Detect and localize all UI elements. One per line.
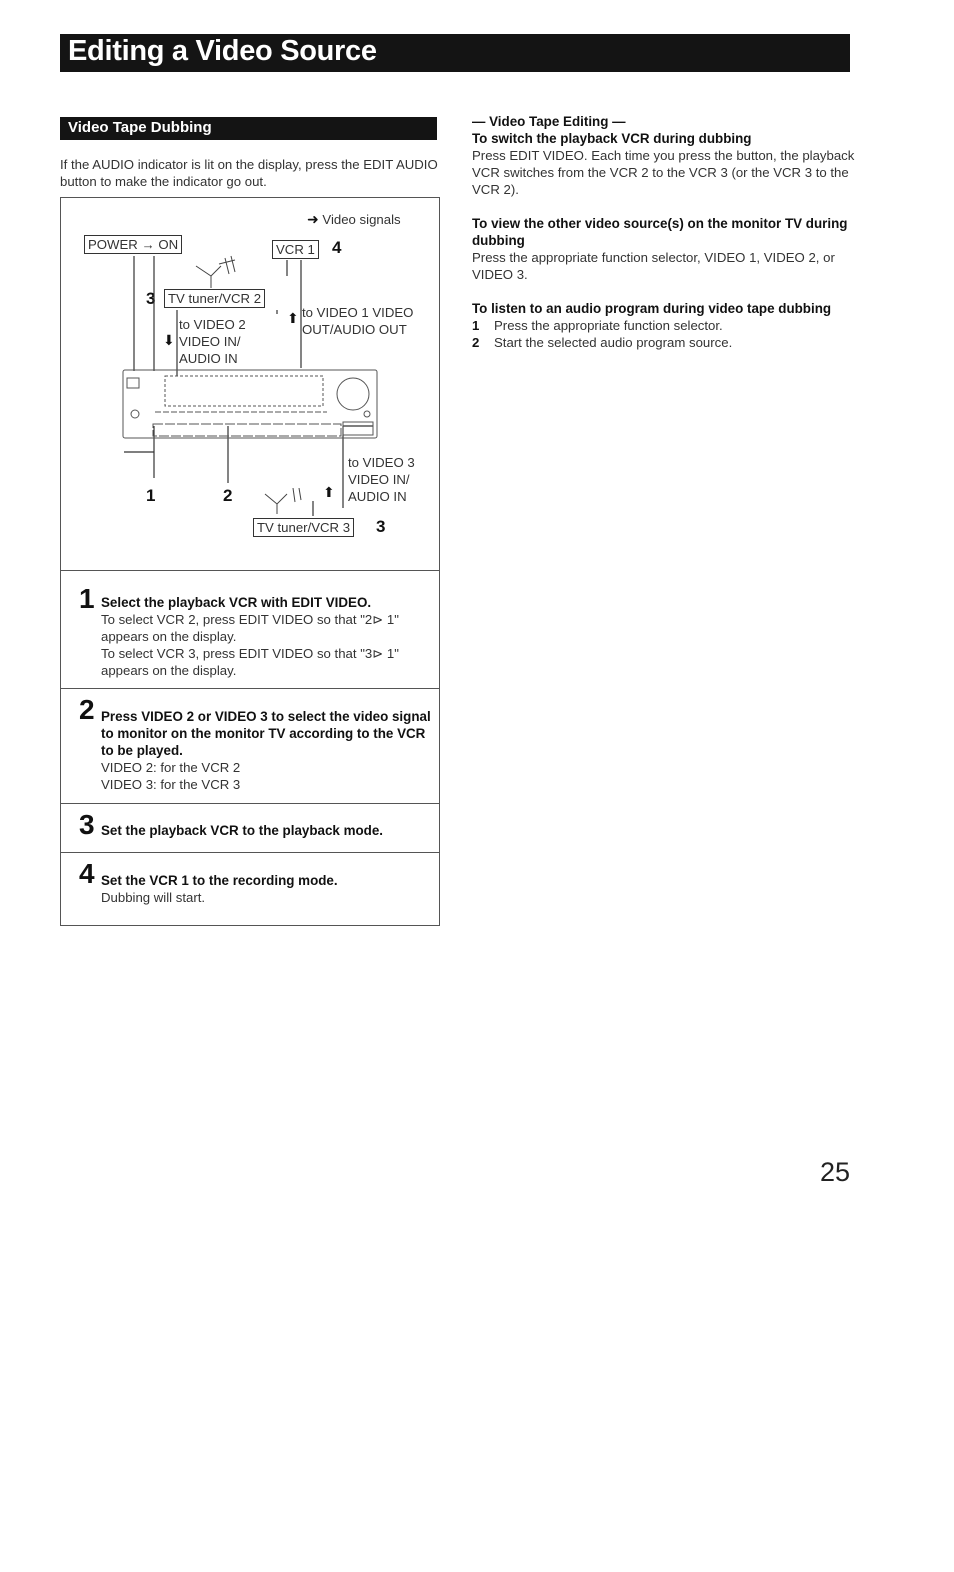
right-column bbox=[472, 113, 857, 368]
section-title: Video Tape Dubbing bbox=[68, 119, 212, 136]
to-video1-line2: OUT/AUDIO OUT bbox=[302, 322, 407, 337]
tip-heading: To switch the playback VCR during dubbing bbox=[472, 131, 752, 146]
tip-switch-playback bbox=[472, 130, 857, 198]
callout-2: 2 bbox=[223, 486, 233, 505]
to-video3-label bbox=[348, 454, 415, 505]
tip-text: Press EDIT VIDEO. Each time you press the button, the playback VCR switches from the VCR 2 to the VCR 3 (or the VCR 3 to the VCR 2). bbox=[472, 148, 855, 197]
arrow-up-icon: ⬆ bbox=[323, 484, 335, 500]
step-number: 1 bbox=[79, 583, 95, 614]
step-number: 3 bbox=[79, 809, 95, 840]
tip-listen-audio bbox=[472, 300, 857, 351]
list-item bbox=[472, 317, 857, 334]
list-item bbox=[472, 334, 857, 351]
step-number: 4 bbox=[79, 858, 95, 889]
tv-vcr2-label: TV tuner/VCR 2 bbox=[164, 289, 265, 308]
legend-label: Video signals bbox=[322, 212, 401, 227]
page-number: 25 bbox=[820, 1157, 851, 1187]
antenna-icon bbox=[261, 488, 317, 514]
step-line: To select VCR 3, press EDIT VIDEO so that "3⊳ 1" bbox=[101, 646, 399, 661]
list-item-text: Press the appropriate function selector. bbox=[494, 318, 723, 333]
tip-text: Press the appropriate function selector, VIDEO 1, VIDEO 2, or VIDEO 3. bbox=[472, 250, 835, 282]
to-video2-label bbox=[179, 316, 246, 367]
to-video3-line1: to VIDEO 3 bbox=[348, 455, 415, 470]
step-line: appears on the display. bbox=[101, 663, 237, 678]
vcr1-step-number: 4 bbox=[332, 238, 342, 257]
step-line: VIDEO 3: for the VCR 3 bbox=[101, 777, 241, 792]
to-video3-line3: AUDIO IN bbox=[348, 489, 407, 504]
step-3 bbox=[61, 803, 439, 852]
intro-paragraph: If the AUDIO indicator is lit on the display, press the EDIT AUDIO button to make the indicator go out. bbox=[60, 157, 438, 189]
tip-steps-list bbox=[472, 317, 857, 351]
section-heading-bar bbox=[60, 117, 437, 140]
arrow-up-icon: ⬆ bbox=[287, 310, 299, 326]
step-title: Set the playback VCR to the playback mode. bbox=[101, 823, 384, 838]
to-video2-line1: to VIDEO 2 bbox=[179, 317, 246, 332]
arrow-down-icon: ⬇ bbox=[163, 332, 175, 348]
list-item-number: 2 bbox=[472, 335, 480, 350]
tip-heading: To view the other video source(s) on the monitor TV during dubbing bbox=[472, 216, 848, 248]
step-line: VIDEO 2: for the VCR 2 bbox=[101, 760, 241, 775]
vcr1-label: VCR 1 bbox=[272, 240, 319, 259]
to-video2-line3: AUDIO IN bbox=[179, 351, 238, 366]
to-video3-line2: VIDEO IN/ bbox=[348, 472, 410, 487]
tv-vcr3-step-number: 3 bbox=[376, 517, 386, 536]
step-number: 2 bbox=[79, 694, 95, 725]
step-1 bbox=[61, 571, 439, 688]
connection-diagram bbox=[60, 197, 440, 571]
tv-vcr2-step-number: 3 bbox=[146, 289, 156, 308]
arrow-right-icon: ➜ bbox=[307, 211, 319, 227]
step-line: To select VCR 2, press EDIT VIDEO so that "2⊳ 1" bbox=[101, 612, 399, 627]
step-title: Set the VCR 1 to the recording mode. bbox=[101, 873, 338, 888]
page-title: Editing a Video Source bbox=[68, 35, 377, 67]
callout-1: 1 bbox=[146, 486, 156, 505]
tip-heading: To listen to an audio program during video tape dubbing bbox=[472, 301, 832, 316]
to-video1-line1: to VIDEO 1 VIDEO bbox=[302, 305, 414, 320]
to-video1-label bbox=[302, 304, 413, 338]
list-item-number: 1 bbox=[472, 318, 480, 333]
steps-box bbox=[60, 570, 440, 926]
step-2 bbox=[61, 688, 439, 803]
step-line: appears on the display. bbox=[101, 629, 237, 644]
step-title: Press VIDEO 2 or VIDEO 3 to select the video signal to monitor on the monitor TV according to the VCR to be played. bbox=[101, 709, 431, 758]
to-video2-line2: VIDEO IN/ bbox=[179, 334, 241, 349]
page-title-bar bbox=[60, 34, 850, 72]
step-line: Dubbing will start. bbox=[101, 890, 206, 905]
step-4 bbox=[61, 852, 439, 925]
step-title: Select the playback VCR with EDIT VIDEO. bbox=[101, 595, 372, 610]
tip-view-other-source bbox=[472, 215, 857, 283]
receiver-panel bbox=[123, 370, 377, 438]
list-item-text: Start the selected audio program source. bbox=[494, 335, 733, 350]
section-kicker: — Video Tape Editing — bbox=[472, 114, 626, 129]
diagram-wiring bbox=[61, 198, 439, 571]
tv-vcr3-label: TV tuner/VCR 3 bbox=[253, 518, 354, 537]
power-on-label: POWER → ON bbox=[84, 235, 182, 254]
